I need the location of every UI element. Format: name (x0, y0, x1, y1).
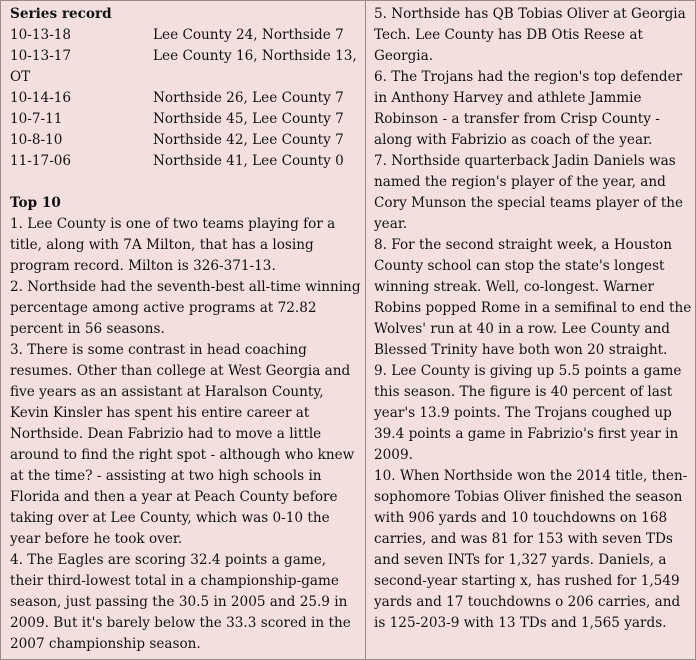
series-date: 10-7-11 (10, 111, 63, 127)
series-date: 11-17-06 (10, 153, 72, 169)
left-column (1, 1, 365, 659)
series-date: OT (10, 69, 31, 85)
top10-item-5: 5. Northside has QB Tobias Oliver at Georgia Tech. Lee County has DB Otis Reese at Georgia. (374, 6, 686, 64)
series-score: Lee County 16, Northside 13, (153, 48, 357, 64)
top10-item-8: 8. For the second straight week, a Houston County school can stop the state's longest winning streak. Well, co-longest. Warner Robins popped Rome in a semifinal to end the Wolves' run at 40 in a row. Lee County and Blessed Trinity have both won 20 straight. (374, 237, 692, 358)
series-score: Northside 45, Lee County 7 (153, 111, 344, 127)
top10-item-2: 2. Northside had the seventh-best all-time winning percentage among active programs at 72.82 percent in 56 seasons. (10, 279, 361, 337)
spacer (10, 172, 361, 193)
series-row (10, 25, 361, 46)
series-record-heading: Series record (10, 6, 112, 22)
series-row (10, 46, 361, 67)
top10-item-10: 10. When Northside won the 2014 title, then-sophomore Tobias Oliver finished the season with 906 yards and 10 touchdowns on 168 carries, and was 81 for 153 with seven TDs and seven INTs for 1,327 yards. Daniels, a second-year starting x, has rushed for 1,549 yards and 17 touchdowns o 206 carries, and is 125-203-9 with 13 TDs and 1,565 yards. (374, 468, 688, 631)
series-score: Lee County 24, Northside 7 (153, 27, 344, 43)
series-score (153, 67, 361, 88)
top10-item-7: 7. Northside quarterback Jadin Daniels was named the region's player of the year, and Cory Munson the special teams player of the year. (374, 153, 684, 232)
series-score: Northside 42, Lee County 7 (153, 132, 344, 148)
top10-item-4: 4. The Eagles are scoring 32.4 points a game, their third-lowest total in a championship-game season, just passing the 30.5 in 2005 and 25.9 in 2009. But it's barely below the 33.3 scored in the 2007 championship season. (10, 552, 351, 652)
top10-item-1: 1. Lee County is one of two teams playing for a title, along with 7A Milton, that has a losing program record. Milton is 326-371-13. (10, 216, 336, 274)
series-date: 10-8-10 (10, 132, 63, 148)
series-score: Northside 26, Lee County 7 (153, 90, 344, 106)
series-date: 10-13-17 (10, 48, 72, 64)
right-column (365, 1, 696, 659)
series-row (10, 109, 361, 130)
series-row (10, 130, 361, 151)
series-row (10, 88, 361, 109)
top10-item-6: 6. The Trojans had the region's top defender in Anthony Harvey and athlete Jammie Robinson - a transfer from Crisp County - along with Fabrizio as coach of the year. (374, 69, 683, 148)
top10-item-9: 9. Lee County is giving up 5.5 points a game this season. The figure is 40 percent of last year's 13.9 points. The Trojans coughed up 39.4 points a game in Fabrizio's first year in 2009. (374, 363, 682, 463)
series-row (10, 151, 361, 172)
series-row (10, 67, 361, 88)
series-date: 10-13-18 (10, 27, 72, 43)
top10-heading: Top 10 (10, 195, 61, 211)
series-score: Northside 41, Lee County 0 (153, 153, 344, 169)
series-date: 10-14-16 (10, 90, 72, 106)
top10-item-3: 3. There is some contrast in head coaching resumes. Other than college at West Georgia and five years as an assistant at Haralson County, Kevin Kinsler has spent his entire career at Northside. Dean Fabrizio had to move a little around to find the right spot - although who knew at the time? - assisting at two high schools in Florida and then a year at Peach County before taking over at Lee County, which was 0-10 the year before he took over. (10, 342, 355, 547)
